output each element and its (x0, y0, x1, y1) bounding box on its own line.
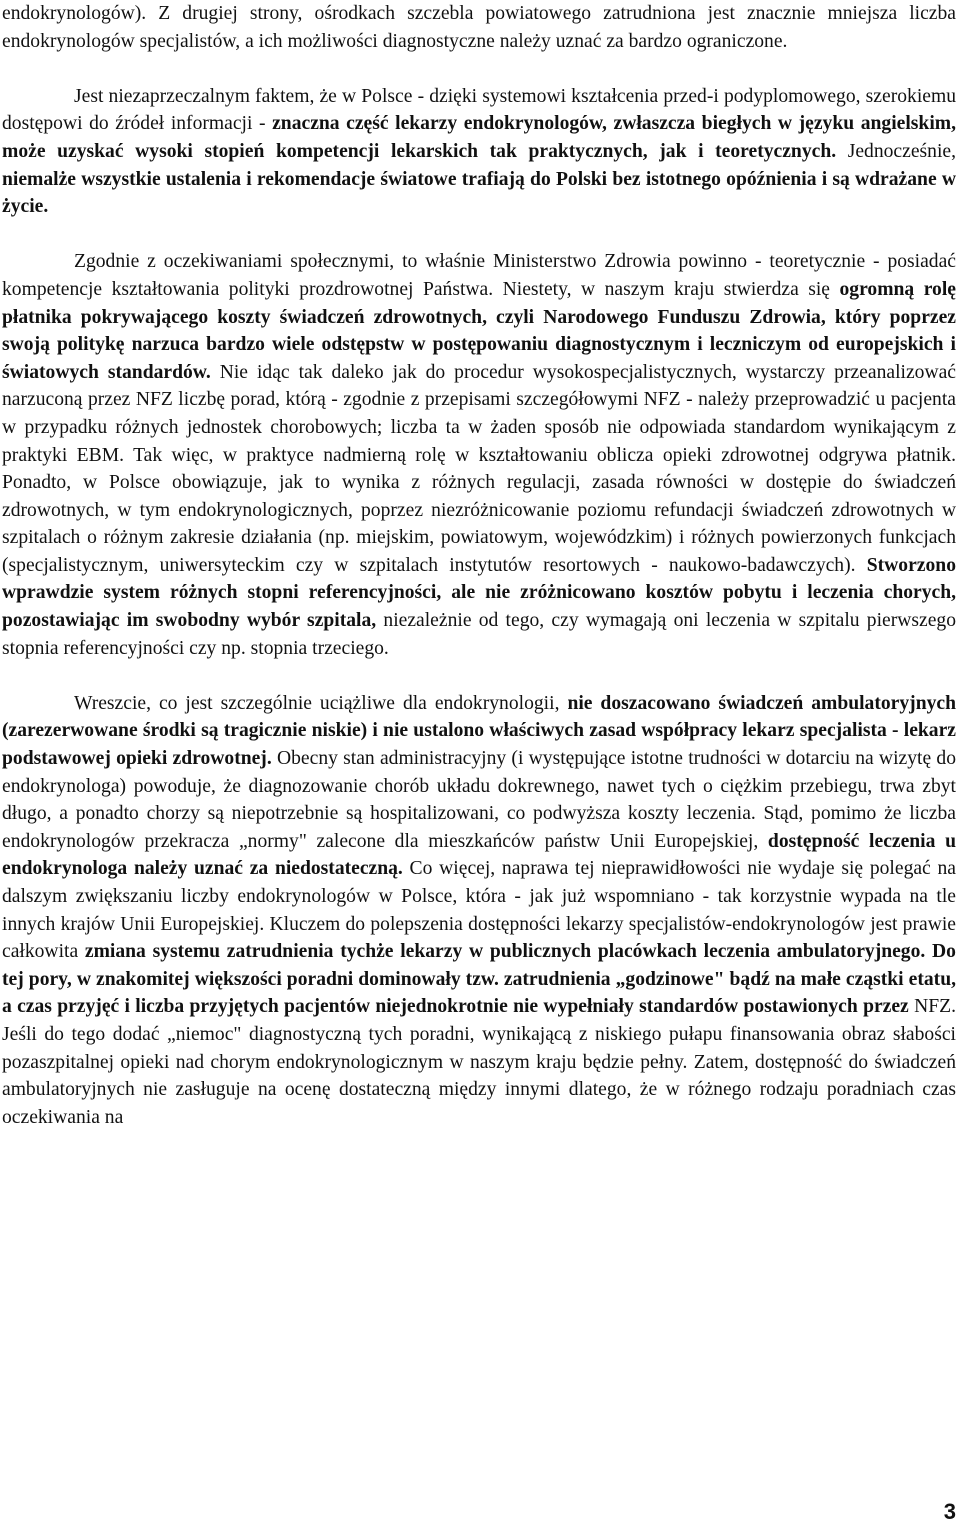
body-text: endokrynologów). Z drugiej strony, ośrodkach szczebla powiatowego zatrudniona jest znacznie mniejsza liczba endokrynologów specjalistów, a ich możliwości diagnostyczne należy uznać za bardzo ograniczone. (2, 3, 956, 52)
paragraph (2, 83, 956, 221)
document-page (2, 0, 956, 1131)
bold-text: dostępność leczenia u endokrynologa należy uznać za niedostateczną. (2, 830, 956, 880)
bold-text: Stworzono wprawdzie system różnych stopni referencyjności, ale nie zróżnicowano kosztów pobytu i leczenia chorych, pozostawiając im swobodny wybór szpitala, (2, 554, 956, 632)
bold-text: niemalże wszystkie ustalenia i rekomendacje światowe trafiają do Polski bez istotnego opóźnienia i są wdrażane w życie. (2, 168, 956, 218)
body-text: Nie idąc tak daleko jak do procedur wysokospecjalistycznych, wystarczy przeanalizować narzuconą przez NFZ liczbę porad, którą - zgodnie z przepisami szczegółowymi NFZ - należy przeprowadzić u pacjenta w przypadku różnych jednostek chorobowych; liczba ta w żaden sposób nie odpowiada standardom wynikającym z praktyki EBM. Tak więc, w praktyce nadmierną rolę w kształtowaniu oblicza opieki zdrowotnej odgrywa płatnik. Ponadto, w Polsce obowiązuje, jak to wynika z różnych regulacji, zasada równości w dostępie do świadczeń zdrowotnych, w tym endokrynologicznych, poprzez niezróżnicowanie poziomu refundacji świadczeń zdrowotnych w szpitalach o różnym zakresie działania (np. miejskim, powiatowym, wojewódzkim) i różnych powierzonych funkcjach (specjalistycznym, uniwersyteckim czy w szpitalach instytutów resortowych - naukowo-badawczych). (2, 361, 956, 576)
bold-text: zmiana systemu zatrudnienia tychże lekarzy w publicznych placówkach leczenia ambulatoryjnego. Do tej pory, w znakomitej większości poradni dominowały tzw. zatrudnienia „godzinowe" bądź na małe cząstki etatu, a czas przyjęć i liczba przyjętych pacjentów niejednokrotnie nie wypełniały standardów postawionych przez (2, 941, 956, 1018)
body-text: Jednocześnie, (836, 140, 956, 162)
text-body (2, 0, 956, 1131)
body-text: Wreszcie, co jest szczególnie uciążliwe dla endokrynologii, (74, 692, 568, 714)
paragraph (2, 0, 956, 55)
bold-text: ogromną rolę płatnika pokrywającego koszty świadczeń zdrowotnych, czyli Narodowego Funduszu Zdrowia, który poprzez swoją politykę narzuca bardzo wiele odstępstw w postępowaniu diagnostycznym i leczniczym od europejskich i światowych standardów. (2, 278, 956, 383)
body-text: Zgodnie z oczekiwaniami społecznymi, to właśnie Ministerstwo Zdrowia powinno - teoretycznie - posiadać kompetencje kształtowania polityki prozdrowotnej Państwa. Niestety, w naszym kraju stwierdza się (2, 251, 956, 300)
bold-text: nie doszacowano świadczeń ambulatoryjnych (zarezerwowane środki są tragicznie niskie) i nie ustalono właściwych zasad współpracy lekarz specjalista - lekarz podstawowej opieki zdrowotnej. (2, 692, 956, 770)
body-text: Jest niezaprzeczalnym faktem, że w Polsce - dzięki systemowi kształcenia przed-i podyplomowego, szerokiemu dostępowi do źródeł informacji - (2, 85, 956, 135)
body-text: niezależnie od tego, czy wymagają oni leczenia w szpitalu pierwszego stopnia referencyjności czy np. stopnia trzeciego. (2, 610, 957, 659)
paragraph (2, 248, 956, 662)
body-text: NFZ. Jeśli do tego dodać „niemoc" diagnostyczną tych poradni, wynikającą z niskiego pułapu finansowania obraz słabości pozaszpitalnej opieki nad chorym endokrynologicznym w naszym kraju będzie pełny. Zatem, dostępność do świadczeń ambulatoryjnych nie zasługuje na ocenę dostateczną między innymi dlatego, że w różnego rodzaju poradniach czas oczekiwania na (2, 996, 956, 1128)
bold-text: znaczna część lekarzy endokrynologów, zwłaszcza biegłych w języku angielskim, może uzyskać wysoki stopień kompetencji lekarskich tak praktycznych, jak i teoretycznych. (2, 113, 956, 162)
body-text: Obecny stan administracyjny (i występujące istotne trudności w dotarciu na wizytę do endokrynologa) powoduje, że diagnozowanie chorób układu dokrewnego, nawet tych o ciężkim przebiegu, trwa zbyt długo, a ponadto chorzy są niepotrzebnie są hospitalizowani, co podwyższa koszty leczenia. Stąd, pomimo że liczba endokrynologów przekracza „normy" zalecone dla mieszkańców państw Unii Europejskiej, (2, 748, 956, 852)
body-text: Co więcej, naprawa tej nieprawidłowości nie wydaje się polegać na dalszym zwiększaniu liczby endokrynologów w Polsce, która - jak już wspomniano - tak korzystnie wypada na tle innych krajów Unii Europejskiej. Kluczem do polepszenia dostępności lekarzy specjalistów-endokrynologów jest prawie całkowita (2, 858, 956, 963)
paragraph (2, 690, 956, 1132)
page-number: 3 (943, 1499, 956, 1524)
